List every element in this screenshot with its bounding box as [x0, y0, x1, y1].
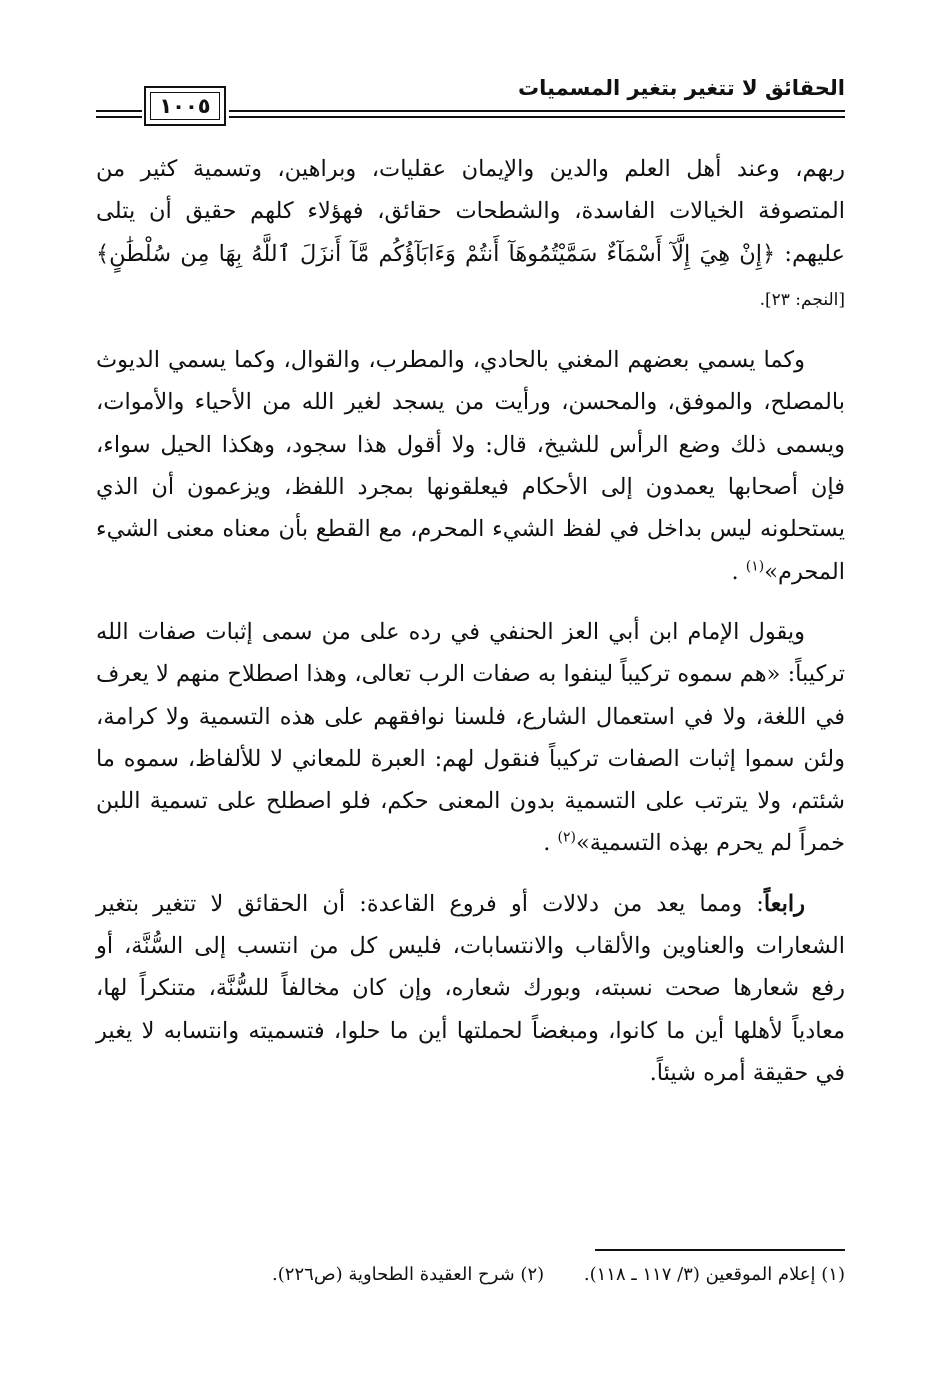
footnote-rule — [595, 1249, 845, 1251]
footnote-marker: (٢) — [557, 829, 577, 846]
paragraph-2 — [96, 339, 845, 593]
paragraph-end: . — [543, 830, 558, 857]
page-number-frame — [144, 86, 226, 126]
verse-reference: [النجم: ٢٣]. — [759, 289, 845, 310]
paragraph-3 — [96, 611, 845, 865]
paragraph-text: ويقول الإمام ابن أبي العز الحنفي في رده على من سمى إثبات صفات الله تركيباً: «هم سموه تركيباً لينفوا به صفات الرب تعالى، وهذا اصطلاح منهم لا يعرف في اللغة، ولا في استعمال الشارع، فلسنا نوافقهم على هذه التسمية ولا كرامة، ولئن سموا إثبات الصفات تركيباً فنقول لهم: العبرة للمعاني لا للألفاظ، سموه ما شئتم، ولا يترتب على التسمية بدون المعنى حكم، فلو اصطلح على تسمية اللبن خمراً لم يحرم بهذه التسمية» — [96, 618, 845, 857]
running-title: الحقائق لا تتغير بتغير المسميات — [518, 76, 845, 100]
header-rule — [96, 116, 142, 118]
footnotes — [96, 1264, 845, 1285]
paragraph-text: ربهم، وعند أهل العلم والدين والإيمان عقليات، وبراهين، وتسمية كثير من المتصوفة الخيالات الفاسدة، والشطحات حقائق، فهؤلاء كلهم حقيق أن يتلى عليهم: — [96, 156, 845, 267]
body-text — [96, 148, 845, 1112]
header-rule — [229, 116, 845, 118]
header-rule — [229, 110, 845, 112]
footnote-2: (٢) شرح العقيدة الطحاوية (ص٢٢٦). — [272, 1264, 545, 1285]
quran-verse: ﴿إِنْ هِيَ إِلَّآ أَسْمَآءٌ سَمَّيْتُمُوهَآ أَنتُمْ وَءَابَآؤُكُم مَّآ أَنزَلَ ٱللَّهُ بِهَا مِن سُلْطَٰنٍ﴾ — [96, 240, 776, 267]
section-lead: رابعاً — [763, 890, 805, 917]
paragraph-1 — [96, 148, 845, 321]
footnote-1: (١) إعلام الموقعين (٣/ ١١٧ ـ ١١٨). — [583, 1264, 845, 1285]
paragraph-text: وكما يسمي بعضهم المغني بالحادي، والمطرب، والقوال، وكما يسمي الديوث بالمصلح، والموفق، والمحسن، ورأيت من يسجد لغير الله من الأحياء والأموات، ويسمى ذلك وضع الرأس للشيخ، قال: ولا أقول هذا سجود، وهكذا الحيل سواء، فإن أصحابها يعمدون إلى الأحكام فيعلقونها بمجرد اللفظ، ويزعمون أن الذي يستحلونه ليس بداخل في لفظ الشيء المحرم، مع القطع بأن معناه معنى الشيء المحرم» — [96, 347, 845, 585]
footnote-marker: (١) — [745, 558, 765, 575]
paragraph-4 — [96, 883, 845, 1094]
header-rule — [96, 110, 142, 112]
paragraph-text: : ومما يعد من دلالات أو فروع القاعدة: أن الحقائق لا تتغير بتغير الشعارات والعناوين والألقاب والانتسابات، فليس كل من انتسب إلى السُّنَّة، أو رفع شعارها صحت نسبته، وبورك شعاره، وإن كان مخالفاً للسُّنَّة، متنكراً لها، معادياً لأهلها أين ما كانوا، ومبغضاً لحملتها أين ما حلوا، فتسميته وانتسابه لا يغير في حقيقة أمره شيئاً. — [96, 890, 845, 1086]
page-number: ١٠٠٥ — [150, 92, 220, 120]
paragraph-end: . — [731, 558, 746, 585]
